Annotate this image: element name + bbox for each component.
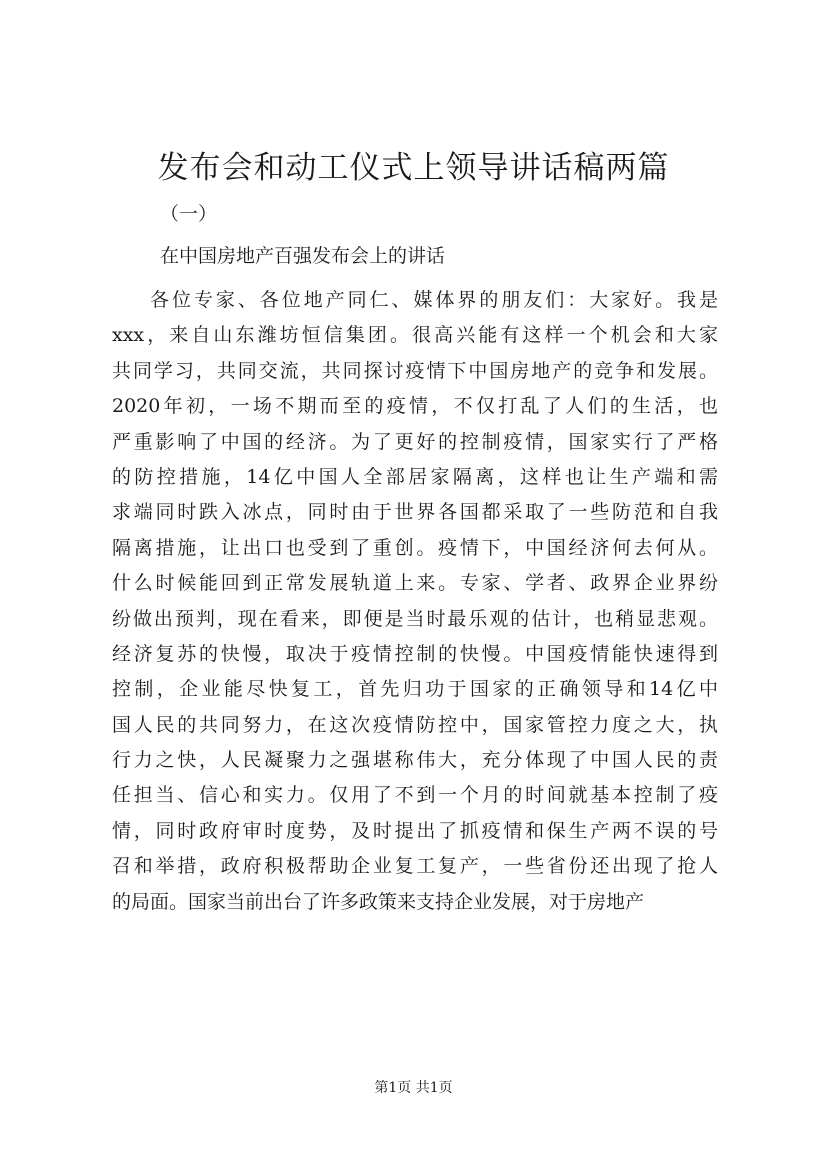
section-marker: （一） — [160, 203, 218, 225]
body-paragraph — [112, 283, 718, 920]
body-line: 情，同时政府审时度势，及时提出了抓疫情和保生产两不误的号 — [112, 819, 718, 842]
body-line: 任担当、信心和实力。仅用了不到一个月的时间就基本控制了疫 — [112, 784, 718, 807]
body-line: 控制，企业能尽快复工，首先归功于国家的正确领导和14亿中 — [112, 678, 718, 701]
document-title: 发布会和动工仪式上领导讲话稿两篇 — [157, 150, 670, 186]
body-line: 行力之快，人民凝聚力之强堪称伟大，充分体现了中国人民的责 — [112, 749, 718, 772]
speech-heading: 在中国房地产百强发布会上的讲话 — [160, 245, 446, 267]
page-footer: 第1页 共1页 — [374, 1080, 453, 1096]
body-line: 的防控措施，14亿中国人全部居家隔离，这样也让生产端和需 — [112, 465, 718, 488]
body-line: 召和举措，政府积极帮助企业复工复产，一些省份还出现了抢人 — [112, 855, 718, 878]
body-line: 严重影响了中国的经济。为了更好的控制疫情，国家实行了严格 — [112, 430, 718, 453]
body-line: 国人民的共同努力，在这次疫情防控中，国家管控力度之大，执 — [112, 713, 718, 736]
body-line: 经济复苏的快慢，取决于疫情控制的快慢。中国疫情能快速得到 — [112, 642, 718, 665]
body-line: 各位专家、各位地产同仁、媒体界的朋友们：大家好。我是 — [150, 289, 718, 311]
body-line: 的局面。国家当前出台了许多政策来支持企业发展，对于房地产 — [112, 890, 645, 913]
body-line: 2020年初，一场不期而至的疫情，不仅打乱了人们的生活，也 — [112, 395, 718, 418]
body-line: 求端同时跌入冰点，同时由于世界各国都采取了一些防范和自我 — [112, 501, 718, 524]
body-line: 隔离措施，让出口也受到了重创。疫情下，中国经济何去何从。 — [112, 536, 718, 559]
body-line: xxx，来自山东潍坊恒信集团。很高兴能有这样一个机会和大家 — [112, 324, 718, 347]
body-line: 纷做出预判，现在看来，即便是当时最乐观的估计，也稍显悲观。 — [112, 607, 718, 630]
body-line: 共同学习，共同交流，共同探讨疫情下中国房地产的竞争和发展。 — [112, 359, 718, 382]
body-line: 什么时候能回到正常发展轨道上来。专家、学者、政界企业界纷 — [112, 572, 718, 595]
